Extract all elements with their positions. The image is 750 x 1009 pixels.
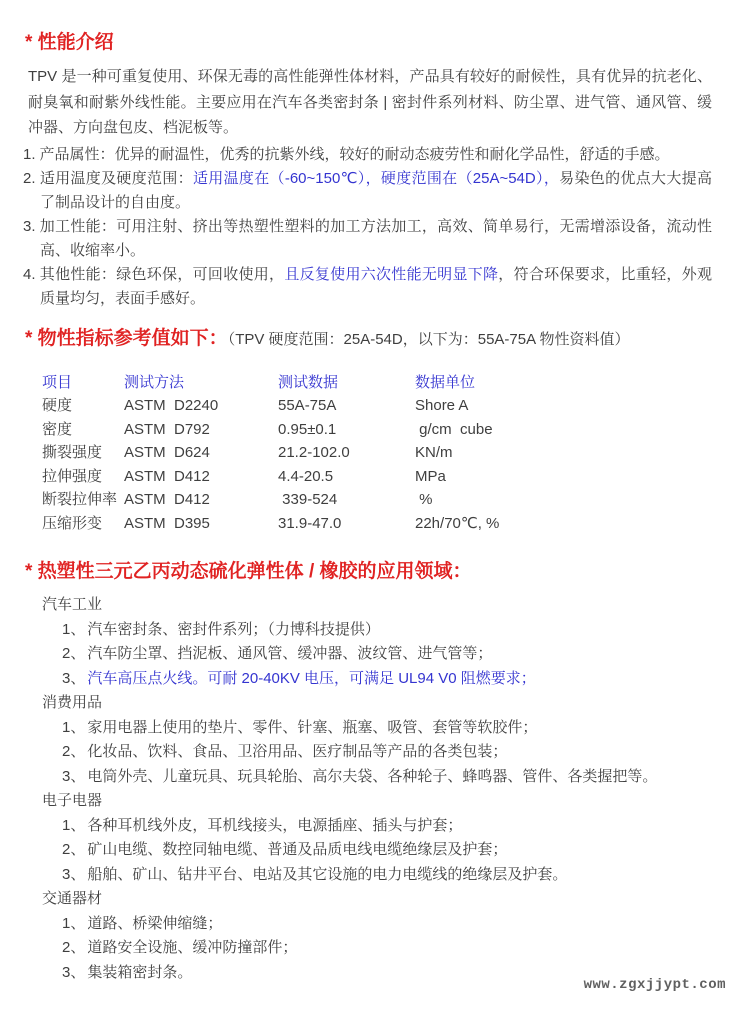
list-item-text: 道路、桥梁伸缩缝；: [87, 914, 223, 932]
list-item-text: 船舶、矿山、钻井平台、电站及其它设施的电力电缆线的绝缘层及护套。: [87, 865, 568, 883]
list-item: [23, 143, 712, 167]
table-cell: 339-524: [278, 491, 338, 508]
table-cell: 22h/70℃, %: [415, 514, 500, 532]
table-cell: g/cm cube: [415, 420, 493, 438]
app-group-label-transport: 交通器材: [42, 890, 103, 907]
list-item: [62, 642, 712, 667]
table-cell: 31.9-47.0: [278, 514, 342, 532]
table-header-item: 项目: [42, 373, 73, 391]
table-cell: 撕裂强度: [42, 444, 103, 461]
list-item-number: 3、: [62, 865, 86, 883]
table-cell: 拉伸强度: [42, 467, 103, 485]
list-item: [62, 618, 712, 643]
list-item-text: 汽车防尘罩、挡泥板、通风管、缓冲器、波纹管、进气管等；: [87, 645, 493, 662]
list-item-number: 4.: [23, 265, 36, 283]
list-item: [62, 667, 712, 692]
list-item: [62, 814, 712, 839]
table-cell: KN/m: [415, 444, 453, 461]
list-item: [62, 936, 712, 961]
table-cell: 硬度: [42, 397, 73, 414]
list-item: [62, 716, 712, 741]
section-heading-properties: [25, 326, 712, 353]
table-row: [42, 512, 615, 536]
list-item-number: 1.: [23, 145, 36, 163]
list-item: [23, 167, 712, 215]
list-item-text: 家用电器上使用的垫片、零件、针塞、瓶塞、吸管、套管等软胶件；: [87, 718, 538, 736]
performance-list: [23, 143, 712, 311]
list-item-text-end: 易染色的优点大大提高了制品设计的自由度。: [40, 169, 712, 211]
list-item-text: 电筒外壳、儿童玩具、玩具轮胎、高尔夫袋、各种轮子、蜂鸣器、管件、各类握把等。: [87, 767, 658, 785]
table-cell: ASTM D624: [124, 444, 210, 461]
section-heading-performance: * 性能介绍: [25, 32, 114, 53]
table-cell: ASTM D792: [124, 420, 210, 438]
table-cell: ASTM D2240: [124, 397, 219, 414]
app-group-label-electronics: 电子电器: [42, 792, 103, 809]
list-item-number: 2.: [23, 169, 36, 187]
list-item-text-end: ，符合环保要求，比重轻，外观质量均匀，表面手感好。: [40, 265, 712, 307]
table-cell: 21.2-102.0: [278, 444, 350, 461]
list-item-text: 化妆品、饮料、食品、卫浴用品、医疗制品等产品的各类包装；: [87, 743, 508, 760]
list-item-number: 3、: [62, 669, 86, 687]
table-cell: 密度: [42, 420, 73, 438]
list-item-number: 2、: [62, 645, 86, 662]
table-cell: 断裂拉伸率: [42, 491, 118, 508]
list-item-text: 产品属性：优异的耐温性，优秀的抗紫外线，较好的耐动态疲劳性和耐化学品性，舒适的手感。: [39, 145, 670, 163]
list-item-text: 集装箱密封条。: [87, 963, 193, 981]
list-item-text: 其他性能：绿色环保，可回收使用，: [39, 265, 285, 283]
list-item: [62, 740, 712, 765]
table-cell: 55A-75A: [278, 397, 337, 414]
list-item: [62, 765, 712, 790]
list-item-text: 各种耳机线外皮，耳机线接头，电源插座、插头与护套；: [87, 816, 463, 834]
table-row: [42, 394, 615, 418]
table-cell: %: [415, 491, 433, 508]
list-item-number: 1、: [62, 914, 86, 932]
list-item-number: 1、: [62, 816, 86, 834]
table-header-row: [42, 371, 615, 395]
intro-paragraph: TPV 是一种可重复使用、环保无毒的高性能弹性体材料，产品具有较好的耐候性，具有优异的抗老化、耐臭氧和耐紫外线性能。主要应用在汽车各类密封条 | 密封件系列材料、防尘罩、进气管、通风管、缓冲器、方向盘包皮、档泥板等。: [28, 68, 712, 136]
list-item: [62, 912, 712, 937]
table-header-method: 测试方法: [124, 373, 185, 391]
table-cell: 4.4-20.5: [278, 467, 334, 485]
table-row: [42, 488, 615, 512]
list-item-number: 1、: [62, 620, 86, 638]
table-cell: Shore A: [415, 397, 469, 414]
list-item-text: 道路安全设施、缓冲防撞部件；: [87, 939, 298, 956]
table-cell: ASTM D412: [124, 491, 210, 508]
table-row: [42, 441, 615, 465]
list-item-number: 2、: [62, 841, 86, 858]
list-item-text: 汽车高压点火线。可耐 20-40KV 电压，可满足 UL94 V0 阻燃要求；: [87, 669, 536, 687]
table-cell: ASTM D412: [124, 467, 210, 485]
list-item-number: 3.: [23, 217, 36, 235]
properties-table: [42, 371, 615, 536]
table-cell: ASTM D395: [124, 514, 210, 532]
section-heading-properties-label: * 物性指标参考值如下：: [25, 327, 228, 349]
list-item-text: 加工性能：可用注射、挤出等热塑性塑料的加工方法加工，高效、简单易行，无需增添设备，流动性高、收缩率小。: [39, 217, 712, 259]
list-item-highlight: 适用温度在（-60~150℃），硬度范围在（25A~54D），: [192, 169, 560, 187]
list-item-text: 矿山电缆、数控同轴电缆、普通及品质电线电缆绝缘层及护套；: [87, 841, 508, 858]
properties-heading-note: （TPV 硬度范围：25A-54D，以下为：55A-75A 物性资料值）: [227, 330, 630, 348]
list-item-number: 3、: [62, 963, 86, 981]
list-item-number: 1、: [62, 718, 86, 736]
list-item: [23, 263, 712, 311]
list-item: [23, 215, 712, 263]
list-item-number: 2、: [62, 743, 86, 760]
section-heading-applications: * 热塑性三元乙丙动态硫化弹性体 / 橡胶的应用领域：: [25, 561, 472, 582]
list-item-highlight: 且反复使用六次性能无明显下降: [284, 265, 499, 283]
table-header-unit: 数据单位: [415, 373, 476, 391]
watermark-url: www.zgxjjypt.com: [583, 977, 726, 993]
table-header-data: 测试数据: [278, 373, 339, 391]
table-row: [42, 465, 615, 489]
table-row: [42, 418, 615, 442]
list-item-text: 适用温度及硬度范围：: [39, 169, 193, 187]
list-item: [62, 838, 712, 863]
table-cell: 0.95±0.1: [278, 420, 337, 438]
app-group-label-automotive: 汽车工业: [42, 596, 103, 613]
list-item-text: 汽车密封条、密封件系列；（力博科技提供）: [87, 620, 380, 638]
list-item-number: 3、: [62, 767, 86, 785]
app-group-label-consumer: 消费用品: [42, 694, 103, 711]
applications-list: [23, 593, 712, 985]
table-cell: 压缩形变: [42, 514, 103, 532]
list-item-number: 2、: [62, 939, 86, 956]
table-cell: MPa: [415, 467, 446, 485]
list-item: [62, 863, 712, 888]
